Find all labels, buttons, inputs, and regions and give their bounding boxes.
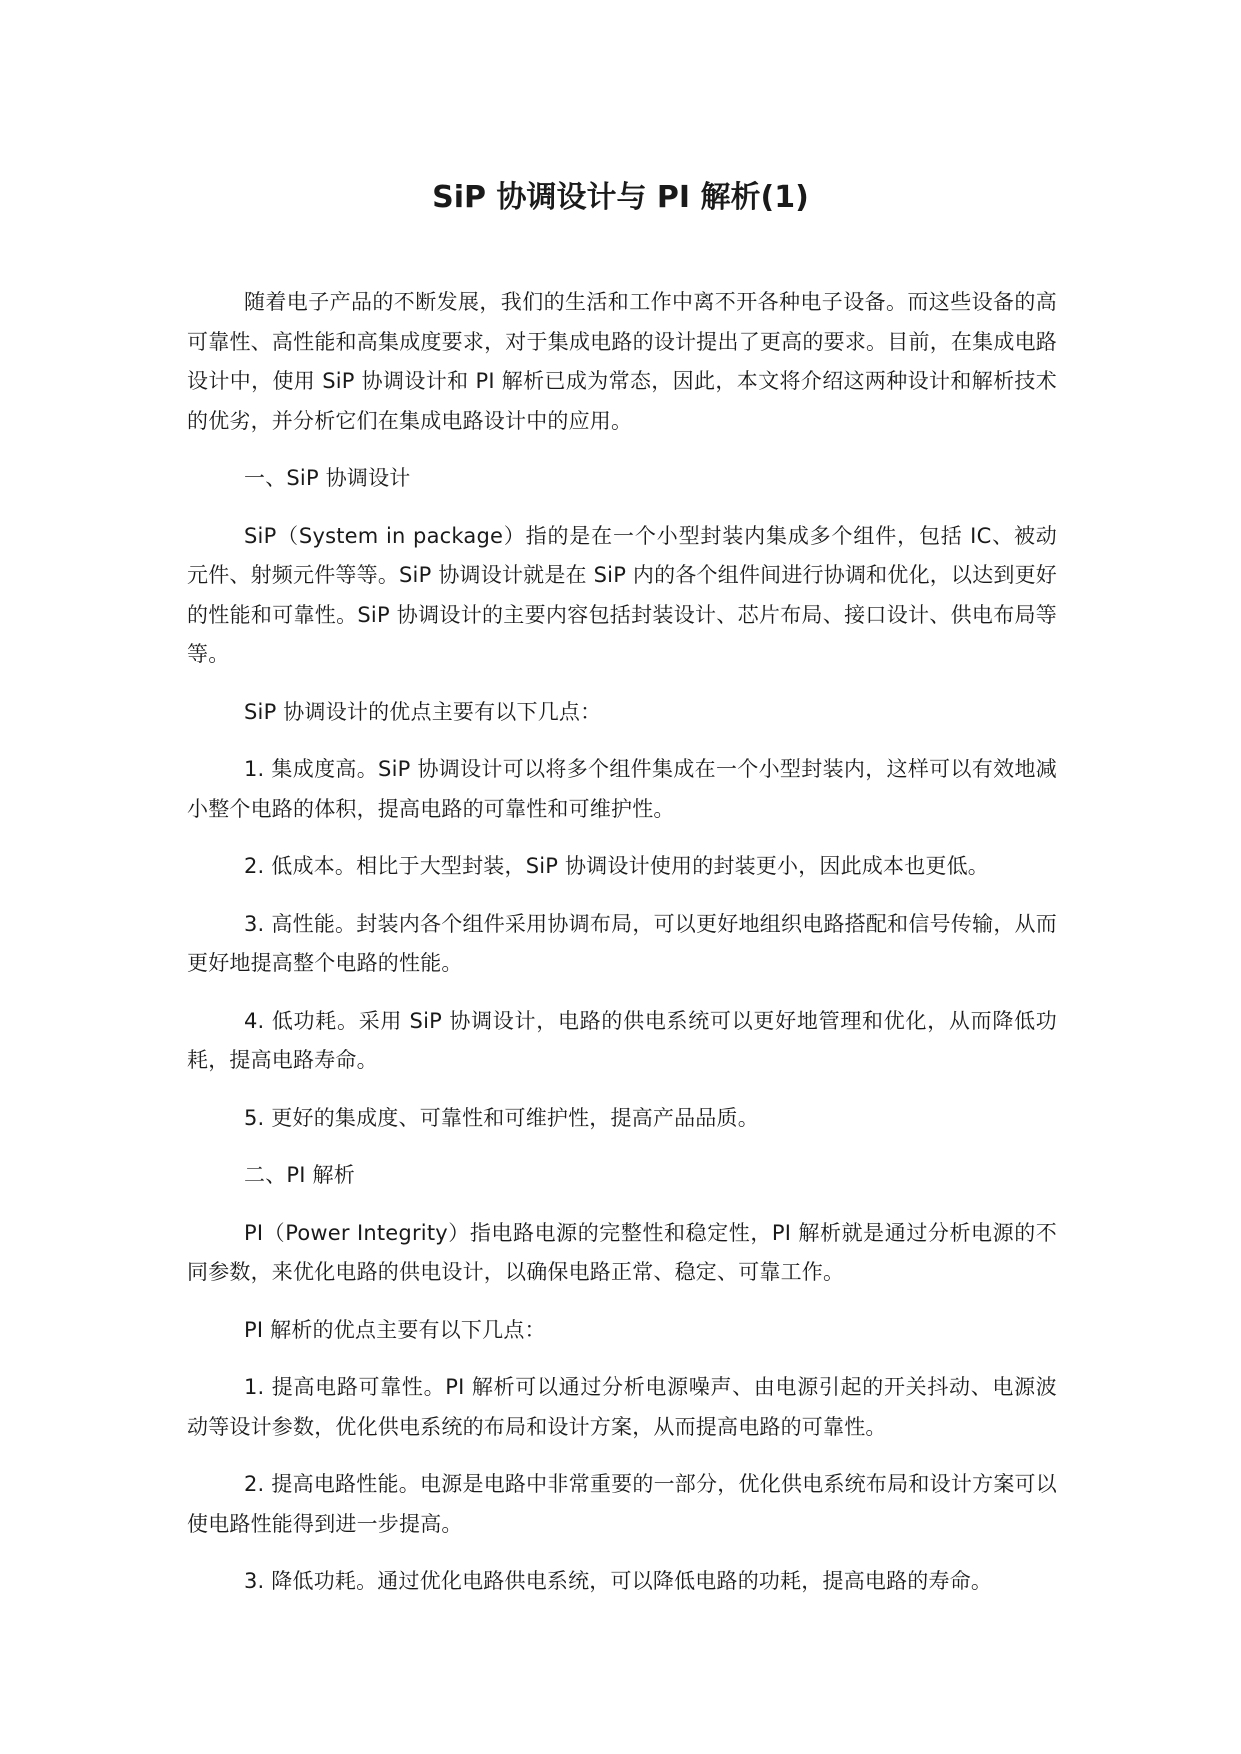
sip-advantage-item: 4. 低功耗。采用 SiP 协调设计，电路的供电系统可以更好地管理和优化，从而降低功耗，提高电路寿命。 (187, 1008, 1057, 1072)
pi-advantage-item: 3. 降低功耗。通过优化电路供电系统，可以降低电路的功耗，提高电路的寿命。 (244, 1569, 993, 1593)
document-body (187, 283, 1057, 1620)
intro-paragraph: 随着电子产品的不断发展，我们的生活和工作中离不开各种电子设备。而这些设备的高可靠性、高性能和高集成度要求，对于集成电路的设计提出了更高的要求。目前，在集成电路设计中，使用 SiP 协调设计和 PI 解析已成为常态，因此，本文将介绍这两种设计和解析技术的优劣，并分析它们在集成电路设计中的应用。 (187, 290, 1057, 433)
section-heading-pi: 二、PI 解析 (244, 1163, 355, 1187)
sip-definition-paragraph: SiP（System in package）指的是在一个小型封装内集成多个组件，包括 IC、被动元件、射频元件等等。SiP 协调设计就是在 SiP 内的各个组件间进行协调和优化，以达到更好的性能和可靠性。SiP 协调设计的主要内容包括封装设计、芯片布局、接口设计、供电布局等等。 (187, 523, 1057, 666)
sip-advantage-item: 5. 更好的集成度、可靠性和可维护性，提高产品品质。 (244, 1105, 759, 1130)
sip-advantage-item: 2. 低成本。相比于大型封装，SiP 协调设计使用的封装更小，因此成本也更低。 (244, 854, 990, 878)
pi-advantage-item: 1. 提高电路可靠性。PI 解析可以通过分析电源噪声、由电源引起的开关抖动、电源波动等设计参数，优化供电系统的布局和设计方案，从而提高电路的可靠性。 (187, 1375, 1057, 1439)
pi-advantage-item: 2. 提高电路性能。电源是电路中非常重要的一部分，优化供电系统布局和设计方案可以使电路性能得到进一步提高。 (187, 1472, 1057, 1536)
section-heading-sip: 一、SiP 协调设计 (244, 466, 411, 490)
sip-advantage-item: 1. 集成度高。SiP 协调设计可以将多个组件集成在一个小型封装内，这样可以有效地减小整个电路的体积，提高电路的可靠性和可维护性。 (187, 757, 1057, 821)
sip-advantages-intro: SiP 协调设计的优点主要有以下几点： (244, 699, 602, 724)
sip-advantage-item: 3. 高性能。封装内各个组件采用协调布局，可以更好地组织电路搭配和信号传输，从而更好地提高整个电路的性能。 (187, 911, 1057, 975)
document-title: SiP 协调设计与 PI 解析(1) (432, 180, 809, 215)
pi-advantages-intro: PI 解析的优点主要有以下几点： (244, 1317, 546, 1342)
pi-definition-paragraph: PI（Power Integrity）指电路电源的完整性和稳定性，PI 解析就是通过分析电源的不同参数，来优化电路的供电设计，以确保电路正常、稳定、可靠工作。 (187, 1220, 1057, 1284)
